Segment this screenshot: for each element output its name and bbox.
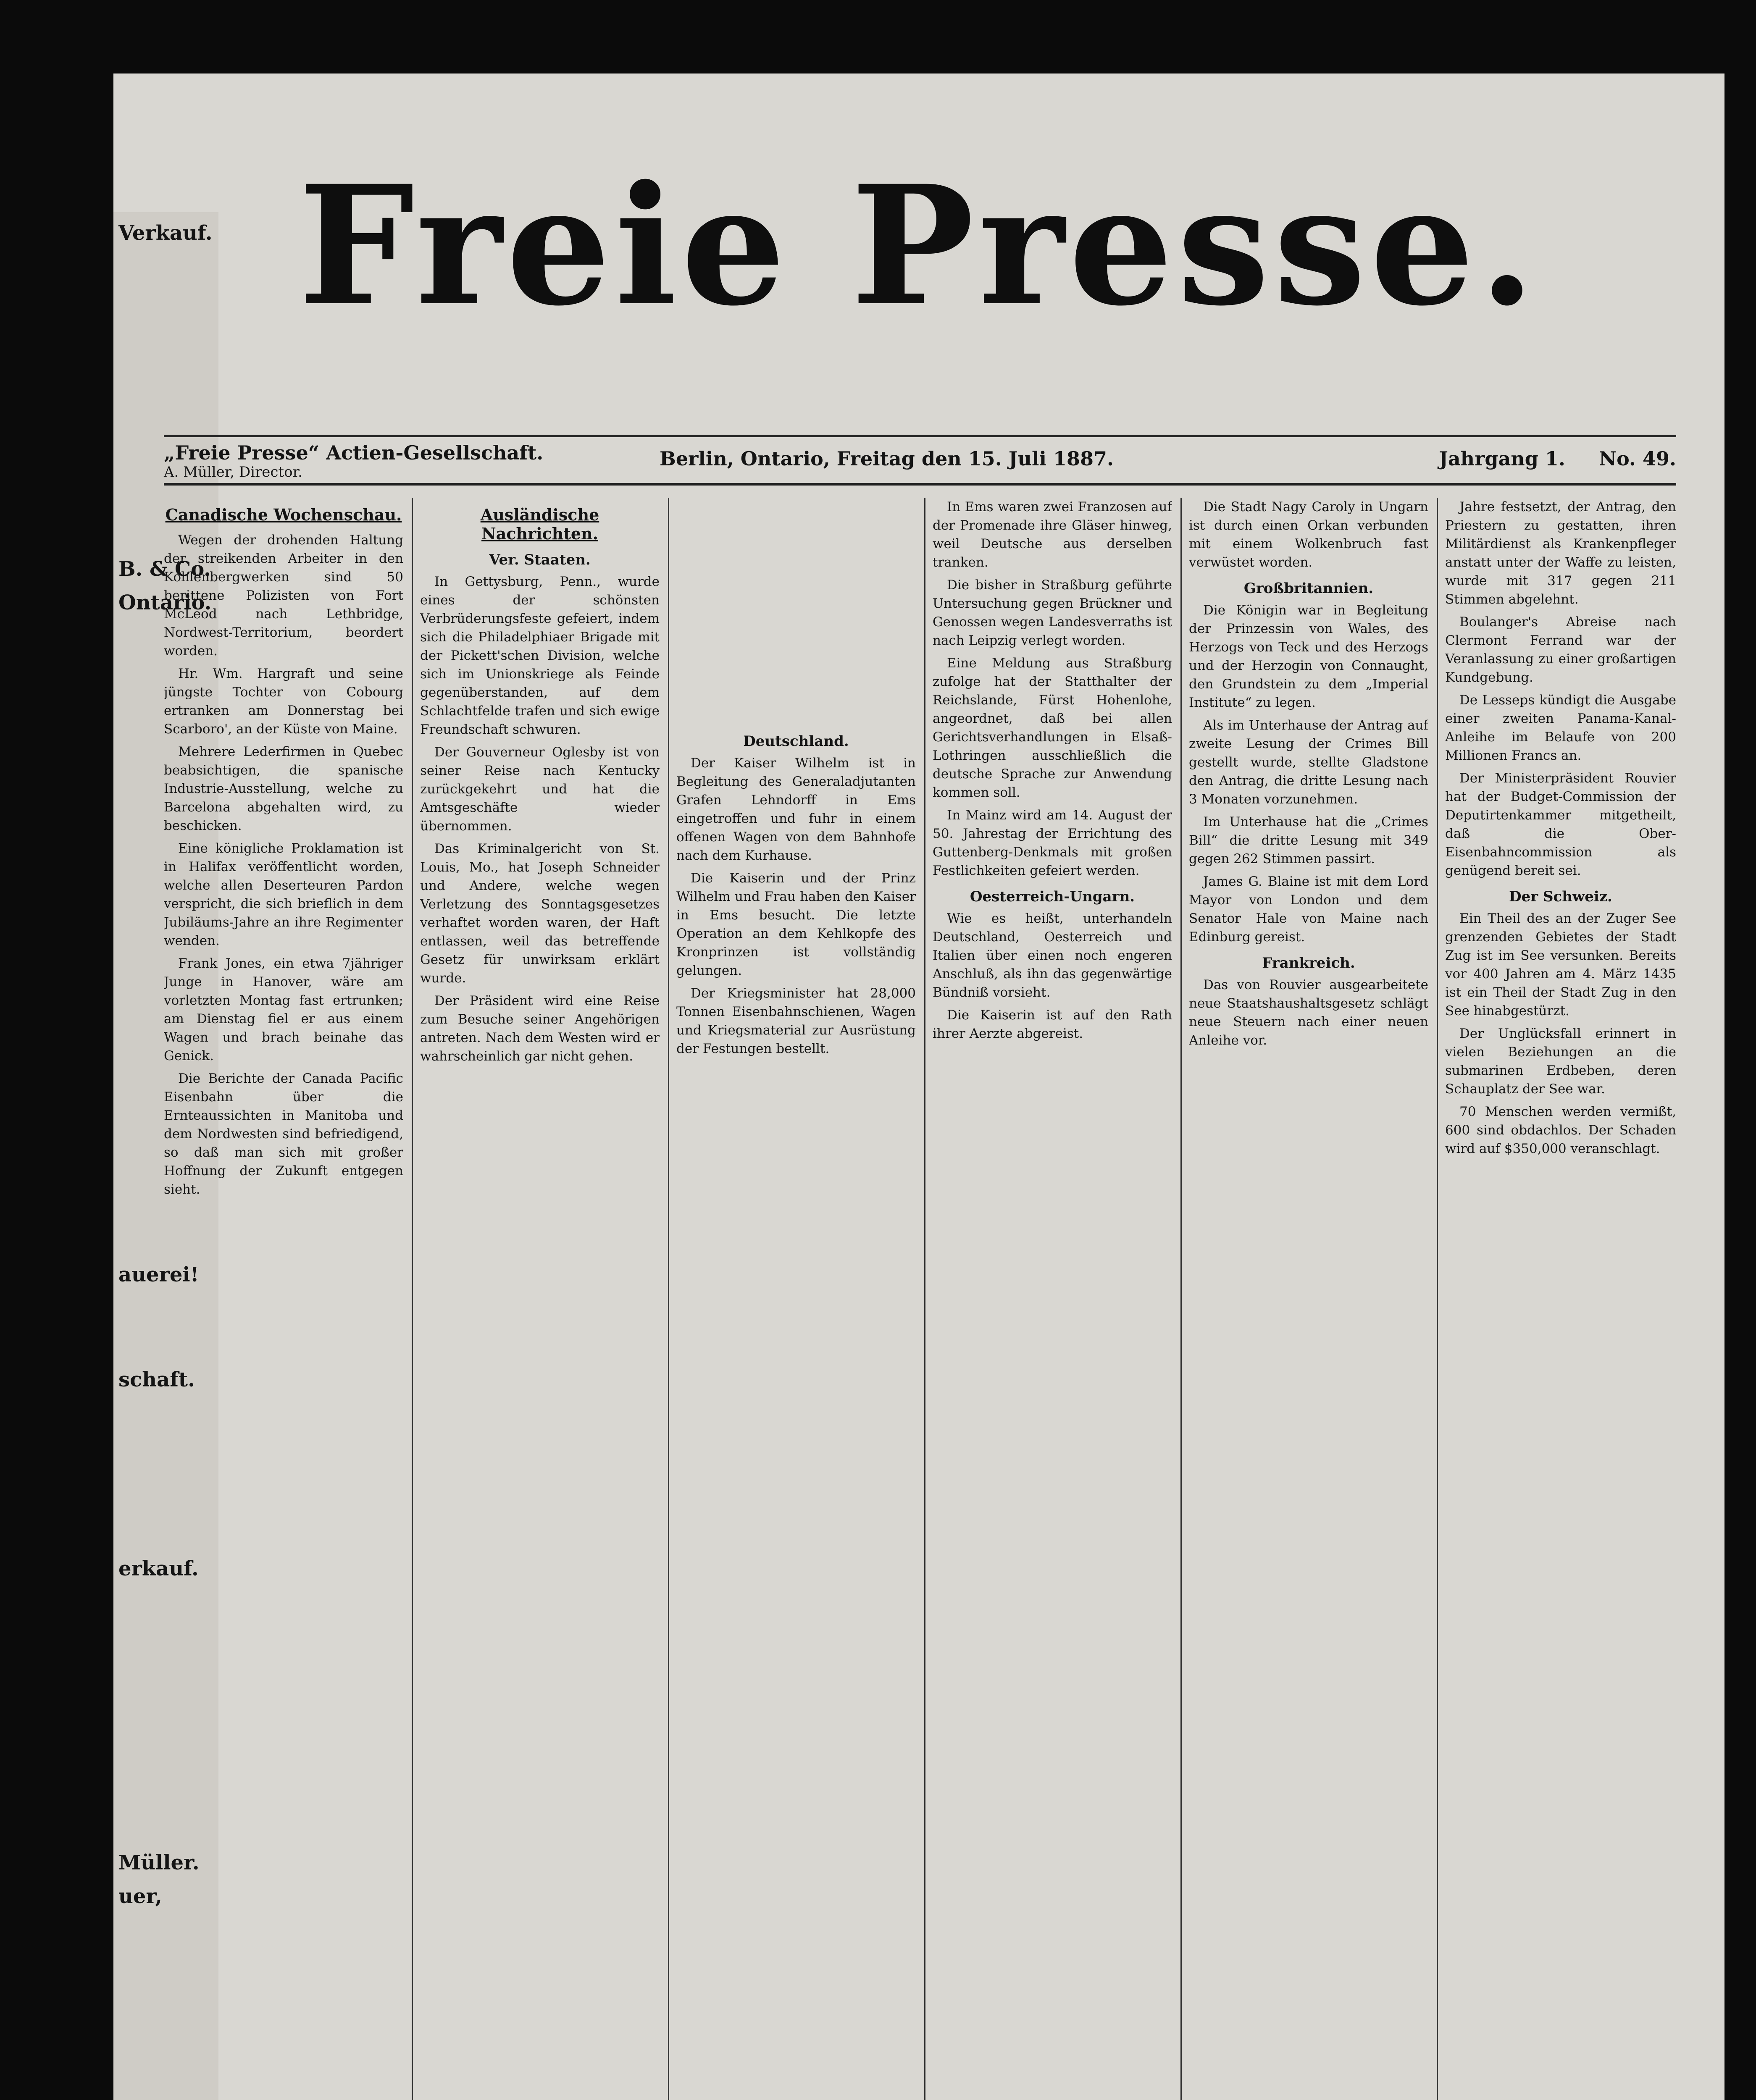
issue-number: No. 49. xyxy=(1599,447,1676,470)
section-subheading: Frankreich. xyxy=(1262,955,1355,971)
prev-fragment: Ontario. xyxy=(118,591,212,614)
article-paragraph: Das von Rouvier ausgearbeitete neue Staatshaushaltsgesetz schlägt neue Steuern nach einer neuen Anleihe vor. xyxy=(1189,977,1428,1048)
prev-fragment: auerei! xyxy=(118,1263,199,1286)
dateline: Berlin, Ontario, Freitag den 15. Juli 1887. xyxy=(660,447,1114,470)
prev-fragment: Müller. xyxy=(118,1851,200,1874)
column-1 xyxy=(164,498,403,2100)
article-paragraph: Der Kriegsminister hat 28,000 Tonnen Eisenbahnschienen, Wagen und Kriegsmaterial zur Ausrüstung der Festungen bestellt. xyxy=(676,986,916,1056)
director: A. Müller, Director. xyxy=(164,464,302,480)
header-rule-top xyxy=(164,435,1676,437)
header-info-bar xyxy=(164,443,1676,481)
masthead-title: Freie Presse. xyxy=(298,150,1540,342)
column-heading: Canadische Wochenschau. xyxy=(165,505,402,524)
article-paragraph: Eine königliche Proklamation ist in Halifax veröffentlicht worden, welche allen Deserteuren Pardon verspricht, die sich brieflich in dem Jubiläums-Jahre an ihre Regimenter wenden. xyxy=(164,841,403,948)
article-paragraph: In Ems waren zwei Franzosen auf der Promenade ihre Gläser hinweg, weil Deutsche aus derselben tranken. xyxy=(933,499,1172,570)
article-paragraph: Die bisher in Straßburg geführte Untersuchung gegen Brückner und Genossen wegen Landesverraths ist nach Leipzig verlegt worden. xyxy=(933,578,1172,648)
article-paragraph: Der Kaiser Wilhelm ist in Begleitung des Generaladjutanten Grafen Lehndorff in Ems eingetroffen und fuhr in einem offenen Wagen von dem Bahnhofe nach dem Kurhause. xyxy=(676,756,916,863)
article-paragraph: 70 Menschen werden vermißt, 600 sind obdachlos. Der Schaden wird auf $350,000 veranschlagt. xyxy=(1445,1104,1676,1156)
prev-fragment: erkauf. xyxy=(118,1557,199,1580)
prev-fragment: Verkauf. xyxy=(118,221,213,245)
prev-fragment: B. & Co. xyxy=(118,557,211,581)
issue-info xyxy=(1439,447,1676,470)
article-paragraph: Wie es heißt, unterhandeln Deutschland, Oesterreich und Italien über einen noch engeren Anschluß, als ihn das gegenwärtige Bündniß vorsieht. xyxy=(933,911,1172,1000)
article-paragraph: Der Präsident wird eine Reise zum Besuche seiner Angehörigen antreten. Nach dem Westen wird er wahrscheinlich gar nicht gehen. xyxy=(420,993,660,1064)
article-columns xyxy=(164,498,1676,2100)
article-paragraph: Der Ministerpräsident Rouvier hat der Budget-Commission der Deputirtenkammer mitgetheilt, daß die Ober-Eisenbahncommission als genügend bereit sei. xyxy=(1445,771,1676,878)
column-divider xyxy=(924,498,925,2100)
newspaper-page xyxy=(113,74,1724,2100)
column-heading: Ausländische Nachrichten. xyxy=(480,505,599,543)
article-paragraph: Das Kriminalgericht von St. Louis, Mo., hat Joseph Schneider und Andere, welche wegen Verletzung des Sonntagsgesetzes verhaftet worden waren, der Haft entlassen, weil das betreffende Gesetz für unwirksam erklärt wurde. xyxy=(420,841,660,986)
article-paragraph: Die Kaiserin ist auf den Rath ihrer Aerzte abgereist. xyxy=(933,1008,1172,1041)
article-paragraph: Die Königin war in Begleitung der Prinzessin von Wales, des Herzogs von Teck und des Herzogs und der Herzogin von Connaught, den Grundstein zu dem „Imperial Institute“ zu legen. xyxy=(1189,603,1428,710)
article-paragraph: Der Unglücksfall erinnert in vielen Beziehungen an die submarinen Erdbeben, deren Schauplatz der See war. xyxy=(1445,1026,1676,1097)
section-subheading: Deutschland. xyxy=(743,733,849,750)
column-4 xyxy=(933,498,1172,2100)
column-divider xyxy=(1180,498,1182,2100)
publisher-block xyxy=(164,443,543,482)
column-6 xyxy=(1445,498,1676,2100)
section-subheading: Der Schweiz. xyxy=(1509,888,1612,905)
article-paragraph: Boulanger's Abreise nach Clermont Ferrand war der Veranlassung zu einer großartigen Kundgebung. xyxy=(1445,614,1676,685)
header-rule-bottom xyxy=(164,483,1676,486)
article-paragraph: Mehrere Lederfirmen in Quebec beabsichtigen, die spanische Industrie-Ausstellung, welche zu Barcelona abgehalten wird, zu beschicken. xyxy=(164,744,403,833)
publisher: „Freie Presse“ Actien-Gesellschaft. xyxy=(164,441,544,464)
section-subheading: Großbritannien. xyxy=(1243,580,1374,597)
article-paragraph: Im Unterhause hat die „Crimes Bill“ die dritte Lesung mit 349 gegen 262 Stimmen passirt. xyxy=(1189,814,1428,866)
section-subheading: Oesterreich-Ungarn. xyxy=(970,888,1135,905)
article-paragraph: Frank Jones, ein etwa 7jähriger Junge in Hanover, wäre am vorletzten Montag fast ertrunken; am Dienstag fiel er aus einem Wagen und brach beinahe das Genick. xyxy=(164,956,403,1063)
article-paragraph: Wegen der drohenden Haltung der streikenden Arbeiter in den Kohlenbergwerken sind 50 berittene Polizisten von Fort McLeod nach Lethbridge, Nordwest-Territorium, beordert worden. xyxy=(164,533,403,659)
article-paragraph: Jahre festsetzt, der Antrag, den Priestern zu gestatten, ihren Militärdienst als Krankenpfleger anstatt unter der Waffe zu leisten, wurde mit 317 gegen 211 Stimmen abgelehnt. xyxy=(1445,499,1676,607)
column-divider xyxy=(412,498,413,2100)
prev-fragment: uer, xyxy=(118,1885,162,1908)
column-3 xyxy=(676,498,916,2100)
prev-fragment: schaft. xyxy=(118,1368,195,1391)
article-paragraph: In Mainz wird am 14. August der 50. Jahrestag der Errichtung des Guttenberg-Denkmals mit großen Festlichkeiten gefeiert werden. xyxy=(933,808,1172,878)
article-paragraph: De Lesseps kündigt die Ausgabe einer zweiten Panama-Kanal-Anleihe im Belaufe von 200 Millionen Francs an. xyxy=(1445,693,1676,763)
article-paragraph: Die Berichte der Canada Pacific Eisenbahn über die Ernteaussichten in Manitoba und dem Nordwesten sind befriedigend, so daß man sich mit großer Hoffnung der Zukunft entgegen sieht. xyxy=(164,1071,403,1197)
article-paragraph: Eine Meldung aus Straßburg zufolge hat der Statthalter der Reichslande, Fürst Hohenlohe, angeordnet, daß bei allen Gerichtsverhandlungen in Elsaß-Lothringen ausschließlich die deutsche Sprache zur Anwendung kommen soll. xyxy=(933,656,1172,800)
article-paragraph: In Gettysburg, Penn., wurde eines der schönsten Verbrüderungsfeste gefeiert, indem sich die Philadelphiaer Brigade mit der Pickett'schen Division, welche sich im Unionskriege als Feinde gegenüberstanden, auf dem Schlachtfelde trafen und sich ewige Freundschaft schwuren. xyxy=(420,574,660,737)
article-paragraph: Die Kaiserin und der Prinz Wilhelm und Frau haben den Kaiser in Ems besucht. Die letzte Operation an dem Kehlkopfe des Kronprinzen ist vollständig gelungen. xyxy=(676,871,916,978)
column-2 xyxy=(420,498,660,2100)
article-paragraph: Als im Unterhause der Antrag auf zweite Lesung der Crimes Bill gestellt wurde, stellte Gladstone den Antrag, die dritte Lesung nach 3 Monaten vorzunehmen. xyxy=(1189,718,1428,807)
section-subheading: Ver. Staaten. xyxy=(489,551,591,568)
article-paragraph: Hr. Wm. Hargraft und seine jüngste Tochter von Cobourg ertranken am Donnerstag bei Scarboro', an der Küste von Maine. xyxy=(164,666,403,737)
article-paragraph: Die Stadt Nagy Caroly in Ungarn ist durch einen Orkan verbunden mit einem Wolkenbruch fast verwüstet worden. xyxy=(1189,499,1428,570)
article-paragraph: James G. Blaine ist mit dem Lord Mayor von London und dem Senator Hale von Maine nach Edinburg gereist. xyxy=(1189,874,1428,945)
column-divider xyxy=(668,498,669,2100)
article-paragraph: Der Gouverneur Oglesby ist von seiner Reise nach Kentucky zurückgekehrt und hat die Amtsgeschäfte wieder übernommen. xyxy=(420,745,660,834)
article-paragraph: Ein Theil des an der Zuger See grenzenden Gebietes der Stadt Zug ist im See versunken. Bereits vor 400 Jahren am 4. März 1435 ist ein Theil der Stadt Zug in den See hinabgestürzt. xyxy=(1445,911,1676,1018)
volume: Jahrgang 1. xyxy=(1439,447,1565,470)
column-divider xyxy=(1437,498,1438,2100)
column-5 xyxy=(1189,498,1428,2100)
